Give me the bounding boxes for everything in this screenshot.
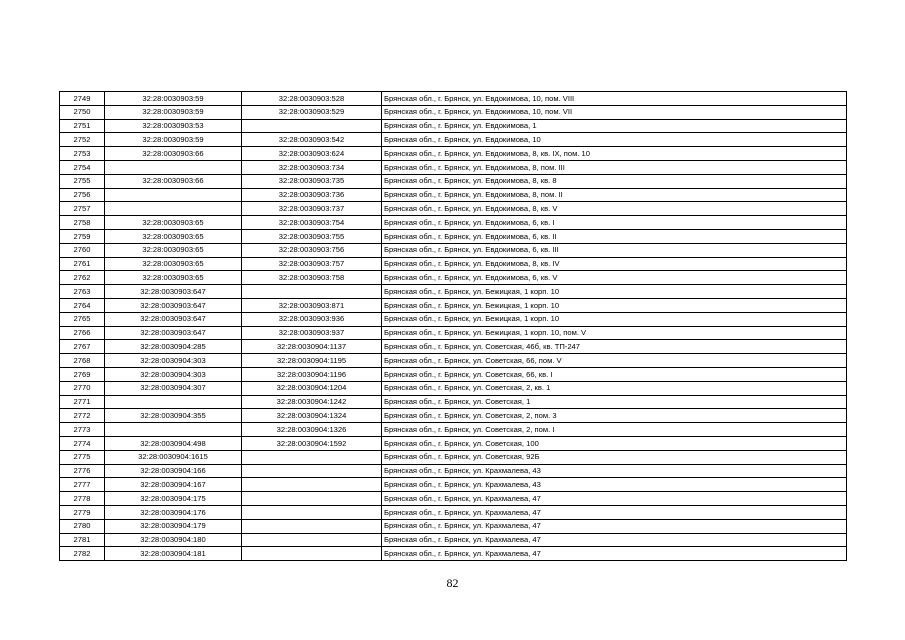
address-cell: Брянская обл., г. Брянск, ул. Советская, 92Б (382, 450, 847, 464)
land-cadastral-number-cell: 32:28:0030903:647 (105, 326, 242, 340)
land-cadastral-number-cell: 32:28:0030903:65 (105, 271, 242, 285)
row-number-cell: 2773 (60, 423, 105, 437)
object-cadastral-number-cell (242, 533, 382, 547)
table-row (60, 478, 847, 492)
address-cell: Брянская обл., г. Брянск, ул. Евдокимова, 1 (382, 119, 847, 133)
row-number-cell: 2758 (60, 216, 105, 230)
address-cell: Брянская обл., г. Брянск, ул. Крахмалева, 43 (382, 464, 847, 478)
table-row (60, 436, 847, 450)
object-cadastral-number-cell: 32:28:0030904:1242 (242, 395, 382, 409)
object-cadastral-number-cell: 32:28:0030903:542 (242, 133, 382, 147)
row-number-cell: 2756 (60, 188, 105, 202)
object-cadastral-number-cell (242, 519, 382, 533)
object-cadastral-number-cell: 32:28:0030903:624 (242, 147, 382, 161)
object-cadastral-number-cell (242, 450, 382, 464)
row-number-cell: 2782 (60, 547, 105, 561)
row-number-cell: 2775 (60, 450, 105, 464)
address-cell: Брянская обл., г. Брянск, ул. Крахмалева, 47 (382, 492, 847, 506)
object-cadastral-number-cell: 32:28:0030903:737 (242, 202, 382, 216)
object-cadastral-number-cell: 32:28:0030903:736 (242, 188, 382, 202)
land-cadastral-number-cell: 32:28:0030904:175 (105, 492, 242, 506)
address-cell: Брянская обл., г. Брянск, ул. Крахмалева, 47 (382, 505, 847, 519)
table-row (60, 464, 847, 478)
object-cadastral-number-cell: 32:28:0030903:754 (242, 216, 382, 230)
row-number-cell: 2749 (60, 92, 105, 106)
table-row (60, 340, 847, 354)
table-row (60, 312, 847, 326)
row-number-cell: 2757 (60, 202, 105, 216)
row-number-cell: 2755 (60, 174, 105, 188)
address-cell: Брянская обл., г. Брянск, ул. Советская, 2, пом. 3 (382, 409, 847, 423)
address-cell: Брянская обл., г. Брянск, ул. Евдокимова, 10, пом. VIII (382, 92, 847, 106)
object-cadastral-number-cell (242, 505, 382, 519)
table-row (60, 519, 847, 533)
page-number: 82 (446, 576, 459, 590)
row-number-cell: 2769 (60, 367, 105, 381)
address-cell: Брянская обл., г. Брянск, ул. Бежицкая, 1 корп. 10, пом. V (382, 326, 847, 340)
land-cadastral-number-cell (105, 160, 242, 174)
land-cadastral-number-cell: 32:28:0030904:1615 (105, 450, 242, 464)
land-cadastral-number-cell (105, 188, 242, 202)
land-cadastral-number-cell: 32:28:0030903:59 (105, 105, 242, 119)
registry-table (59, 91, 847, 561)
land-cadastral-number-cell: 32:28:0030904:307 (105, 381, 242, 395)
land-cadastral-number-cell: 32:28:0030904:166 (105, 464, 242, 478)
row-number-cell: 2754 (60, 160, 105, 174)
row-number-cell: 2781 (60, 533, 105, 547)
row-number-cell: 2776 (60, 464, 105, 478)
land-cadastral-number-cell: 32:28:0030903:66 (105, 147, 242, 161)
object-cadastral-number-cell: 32:28:0030903:871 (242, 298, 382, 312)
object-cadastral-number-cell: 32:28:0030903:937 (242, 326, 382, 340)
land-cadastral-number-cell: 32:28:0030904:179 (105, 519, 242, 533)
row-number-cell: 2763 (60, 285, 105, 299)
row-number-cell: 2764 (60, 298, 105, 312)
address-cell: Брянская обл., г. Брянск, ул. Евдокимова, 8, пом. II (382, 188, 847, 202)
land-cadastral-number-cell: 32:28:0030904:180 (105, 533, 242, 547)
address-cell: Брянская обл., г. Брянск, ул. Евдокимова, 6, кв. I (382, 216, 847, 230)
land-cadastral-number-cell: 32:28:0030903:647 (105, 312, 242, 326)
row-number-cell: 2778 (60, 492, 105, 506)
table-row (60, 160, 847, 174)
object-cadastral-number-cell (242, 464, 382, 478)
table-row (60, 257, 847, 271)
land-cadastral-number-cell: 32:28:0030904:181 (105, 547, 242, 561)
land-cadastral-number-cell: 32:28:0030904:303 (105, 367, 242, 381)
address-cell: Брянская обл., г. Брянск, ул. Крахмалева, 43 (382, 478, 847, 492)
address-cell: Брянская обл., г. Брянск, ул. Евдокимова, 10 (382, 133, 847, 147)
address-cell: Брянская обл., г. Брянск, ул. Бежицкая, 1 корп. 10 (382, 285, 847, 299)
land-cadastral-number-cell: 32:28:0030904:167 (105, 478, 242, 492)
object-cadastral-number-cell: 32:28:0030903:756 (242, 243, 382, 257)
object-cadastral-number-cell (242, 547, 382, 561)
object-cadastral-number-cell: 32:28:0030904:1195 (242, 354, 382, 368)
row-number-cell: 2760 (60, 243, 105, 257)
land-cadastral-number-cell: 32:28:0030904:176 (105, 505, 242, 519)
table-row (60, 423, 847, 437)
address-cell: Брянская обл., г. Брянск, ул. Советская, 1 (382, 395, 847, 409)
address-cell: Брянская обл., г. Брянск, ул. Евдокимова, 10, пом. VII (382, 105, 847, 119)
row-number-cell: 2777 (60, 478, 105, 492)
land-cadastral-number-cell: 32:28:0030904:285 (105, 340, 242, 354)
row-number-cell: 2770 (60, 381, 105, 395)
object-cadastral-number-cell: 32:28:0030903:528 (242, 92, 382, 106)
row-number-cell: 2751 (60, 119, 105, 133)
table-row (60, 381, 847, 395)
table-row (60, 174, 847, 188)
table-row (60, 105, 847, 119)
row-number-cell: 2750 (60, 105, 105, 119)
table-row (60, 450, 847, 464)
address-cell: Брянская обл., г. Брянск, ул. Советская, 66, пом. V (382, 354, 847, 368)
land-cadastral-number-cell: 32:28:0030903:66 (105, 174, 242, 188)
object-cadastral-number-cell (242, 492, 382, 506)
row-number-cell: 2762 (60, 271, 105, 285)
land-cadastral-number-cell: 32:28:0030903:65 (105, 257, 242, 271)
land-cadastral-number-cell: 32:28:0030903:65 (105, 216, 242, 230)
object-cadastral-number-cell: 32:28:0030903:758 (242, 271, 382, 285)
table-row (60, 285, 847, 299)
table-row (60, 354, 847, 368)
address-cell: Брянская обл., г. Брянск, ул. Бежицкая, 1 корп. 10 (382, 298, 847, 312)
land-cadastral-number-cell: 32:28:0030903:65 (105, 243, 242, 257)
address-cell: Брянская обл., г. Брянск, ул. Крахмалева, 47 (382, 547, 847, 561)
object-cadastral-number-cell: 32:28:0030904:1137 (242, 340, 382, 354)
land-cadastral-number-cell: 32:28:0030904:303 (105, 354, 242, 368)
table-row (60, 147, 847, 161)
registry-table-body (60, 92, 847, 561)
land-cadastral-number-cell: 32:28:0030904:498 (105, 436, 242, 450)
land-cadastral-number-cell: 32:28:0030903:59 (105, 133, 242, 147)
row-number-cell: 2779 (60, 505, 105, 519)
table-row (60, 395, 847, 409)
land-cadastral-number-cell: 32:28:0030903:647 (105, 298, 242, 312)
object-cadastral-number-cell (242, 285, 382, 299)
table-row (60, 216, 847, 230)
address-cell: Брянская обл., г. Брянск, ул. Советская, 2, пом. I (382, 423, 847, 437)
object-cadastral-number-cell: 32:28:0030904:1592 (242, 436, 382, 450)
row-number-cell: 2752 (60, 133, 105, 147)
object-cadastral-number-cell: 32:28:0030903:755 (242, 229, 382, 243)
address-cell: Брянская обл., г. Брянск, ул. Советская, 46б, кв. ТП-247 (382, 340, 847, 354)
row-number-cell: 2759 (60, 229, 105, 243)
object-cadastral-number-cell: 32:28:0030903:734 (242, 160, 382, 174)
address-cell: Брянская обл., г. Брянск, ул. Евдокимова, 8, кв. V (382, 202, 847, 216)
address-cell: Брянская обл., г. Брянск, ул. Бежицкая, 1 корп. 10 (382, 312, 847, 326)
row-number-cell: 2753 (60, 147, 105, 161)
row-number-cell: 2766 (60, 326, 105, 340)
object-cadastral-number-cell: 32:28:0030903:936 (242, 312, 382, 326)
land-cadastral-number-cell: 32:28:0030904:355 (105, 409, 242, 423)
address-cell: Брянская обл., г. Брянск, ул. Советская, 2, кв. 1 (382, 381, 847, 395)
table-row (60, 547, 847, 561)
row-number-cell: 2780 (60, 519, 105, 533)
table-row (60, 92, 847, 106)
address-cell: Брянская обл., г. Брянск, ул. Евдокимова, 8, кв. 8 (382, 174, 847, 188)
table-row (60, 188, 847, 202)
land-cadastral-number-cell (105, 395, 242, 409)
table-row (60, 492, 847, 506)
object-cadastral-number-cell: 32:28:0030904:1196 (242, 367, 382, 381)
land-cadastral-number-cell (105, 423, 242, 437)
object-cadastral-number-cell (242, 478, 382, 492)
address-cell: Брянская обл., г. Брянск, ул. Евдокимова, 8, пом. III (382, 160, 847, 174)
land-cadastral-number-cell: 32:28:0030903:59 (105, 92, 242, 106)
table-row (60, 326, 847, 340)
row-number-cell: 2767 (60, 340, 105, 354)
address-cell: Брянская обл., г. Брянск, ул. Крахмалева, 47 (382, 519, 847, 533)
object-cadastral-number-cell: 32:28:0030903:735 (242, 174, 382, 188)
table-row (60, 533, 847, 547)
row-number-cell: 2772 (60, 409, 105, 423)
object-cadastral-number-cell (242, 119, 382, 133)
address-cell: Брянская обл., г. Брянск, ул. Евдокимова, 8, кв. IV (382, 257, 847, 271)
row-number-cell: 2774 (60, 436, 105, 450)
row-number-cell: 2768 (60, 354, 105, 368)
table-row (60, 409, 847, 423)
object-cadastral-number-cell: 32:28:0030904:1326 (242, 423, 382, 437)
object-cadastral-number-cell: 32:28:0030904:1204 (242, 381, 382, 395)
table-row (60, 133, 847, 147)
address-cell: Брянская обл., г. Брянск, ул. Евдокимова, 8, кв. IX, пом. 10 (382, 147, 847, 161)
row-number-cell: 2761 (60, 257, 105, 271)
object-cadastral-number-cell: 32:28:0030904:1324 (242, 409, 382, 423)
address-cell: Брянская обл., г. Брянск, ул. Евдокимова, 6, кв. V (382, 271, 847, 285)
table-row (60, 202, 847, 216)
object-cadastral-number-cell: 32:28:0030903:757 (242, 257, 382, 271)
land-cadastral-number-cell: 32:28:0030903:53 (105, 119, 242, 133)
address-cell: Брянская обл., г. Брянск, ул. Советская, 66, кв. I (382, 367, 847, 381)
table-row (60, 271, 847, 285)
address-cell: Брянская обл., г. Брянск, ул. Советская, 100 (382, 436, 847, 450)
row-number-cell: 2771 (60, 395, 105, 409)
address-cell: Брянская обл., г. Брянск, ул. Крахмалева, 47 (382, 533, 847, 547)
table-row (60, 229, 847, 243)
table-row (60, 243, 847, 257)
object-cadastral-number-cell: 32:28:0030903:529 (242, 105, 382, 119)
table-row (60, 505, 847, 519)
land-cadastral-number-cell: 32:28:0030903:647 (105, 285, 242, 299)
row-number-cell: 2765 (60, 312, 105, 326)
table-row (60, 119, 847, 133)
address-cell: Брянская обл., г. Брянск, ул. Евдокимова, 6, кв. II (382, 229, 847, 243)
land-cadastral-number-cell (105, 202, 242, 216)
table-row (60, 367, 847, 381)
address-cell: Брянская обл., г. Брянск, ул. Евдокимова, 6, кв. III (382, 243, 847, 257)
table-row (60, 298, 847, 312)
land-cadastral-number-cell: 32:28:0030903:65 (105, 229, 242, 243)
